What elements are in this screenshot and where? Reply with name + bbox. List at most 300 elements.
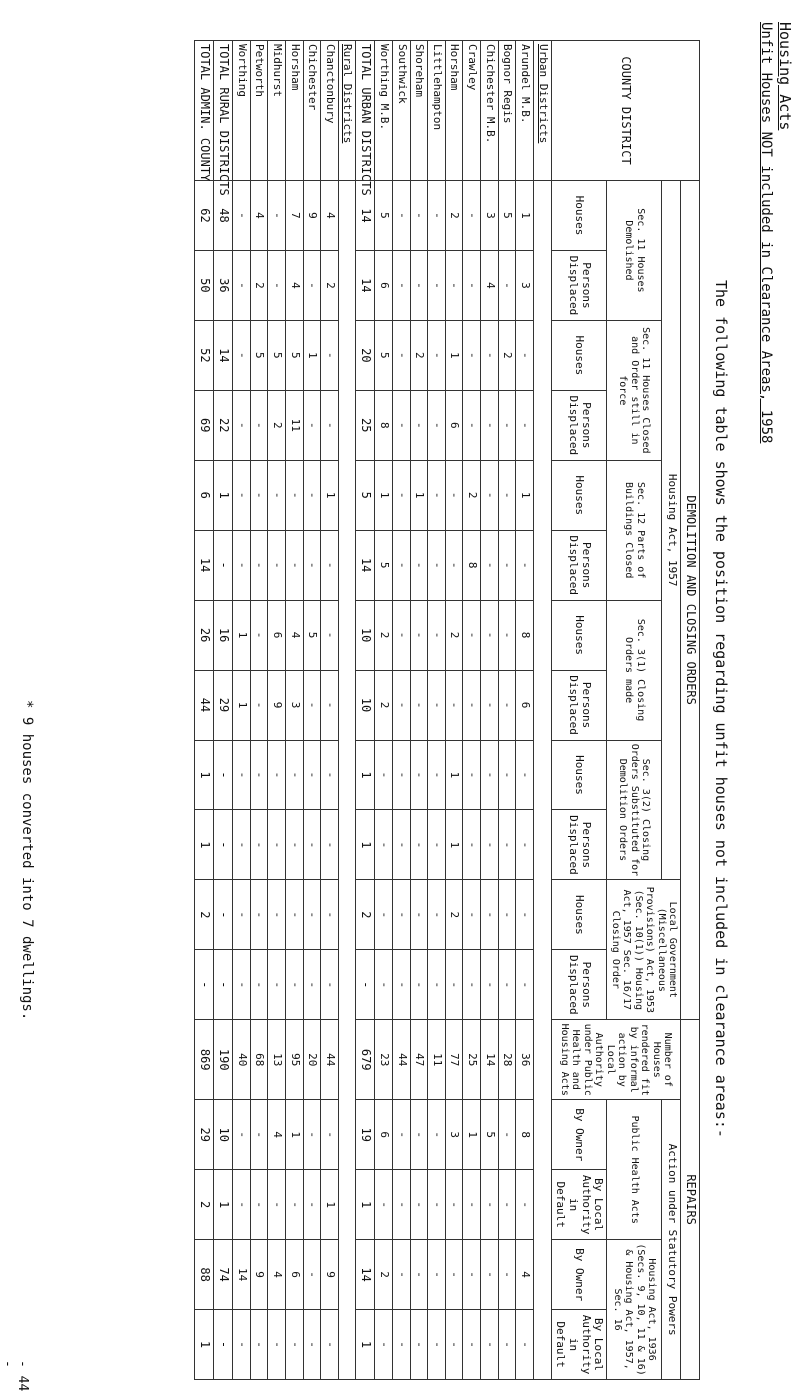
col-by-owner: By Owner bbox=[551, 1240, 607, 1310]
table-cell: - bbox=[285, 530, 303, 600]
col-sec12: Sec. 12 Parts of Buildings Closed bbox=[607, 460, 662, 600]
table-cell: - bbox=[516, 950, 534, 1020]
table-cell: 4 bbox=[321, 181, 339, 251]
section-spacer bbox=[338, 181, 356, 1380]
table-cell: 25 bbox=[463, 1020, 481, 1100]
table-cell: - bbox=[285, 740, 303, 810]
table-cell: - bbox=[463, 250, 481, 320]
table-cell: 1 bbox=[321, 1170, 339, 1240]
table-cell: 1 bbox=[195, 740, 214, 810]
table-cell: - bbox=[428, 181, 446, 251]
table-cell: - bbox=[321, 670, 339, 740]
table-cell: 4 bbox=[285, 600, 303, 670]
table-cell: - bbox=[303, 1100, 321, 1170]
district-name: Chichester M.B. bbox=[481, 41, 499, 181]
table-cell: 36 bbox=[516, 1020, 534, 1100]
table-cell: - bbox=[481, 600, 499, 670]
table-cell: 4 bbox=[268, 1100, 286, 1170]
table-cell: - bbox=[463, 740, 481, 810]
table-cell: - bbox=[268, 530, 286, 600]
table-cell: - bbox=[303, 670, 321, 740]
table-cell: 11 bbox=[285, 390, 303, 460]
table-cell: 5 bbox=[481, 1100, 499, 1170]
table-cell: - bbox=[285, 1170, 303, 1240]
table-cell: - bbox=[392, 1310, 410, 1380]
table-cell: 9 bbox=[268, 670, 286, 740]
table-cell: 6 bbox=[445, 390, 463, 460]
table-cell: - bbox=[410, 740, 428, 810]
table-cell: 3 bbox=[445, 1100, 463, 1170]
col-houses: Houses bbox=[551, 460, 607, 530]
table-cell: - bbox=[321, 810, 339, 880]
table-cell: - bbox=[481, 1310, 499, 1380]
table-cell: - bbox=[410, 250, 428, 320]
table-row bbox=[516, 41, 534, 1380]
table-cell: 2 bbox=[195, 1170, 214, 1240]
table-cell: - bbox=[268, 181, 286, 251]
table-cell: - bbox=[463, 950, 481, 1020]
table-cell: 2 bbox=[195, 880, 214, 950]
col-houses: Houses bbox=[551, 740, 607, 810]
table-cell: 2 bbox=[375, 670, 393, 740]
table-cell: - bbox=[498, 530, 516, 600]
table-cell: - bbox=[250, 1100, 268, 1170]
table-cell: - bbox=[410, 670, 428, 740]
table-cell: - bbox=[375, 1310, 393, 1380]
table-cell: - bbox=[250, 600, 268, 670]
table-cell: - bbox=[392, 1100, 410, 1170]
table-cell: - bbox=[232, 250, 250, 320]
table-cell: - bbox=[392, 250, 410, 320]
table-cell: - bbox=[232, 740, 250, 810]
table-cell: 4 bbox=[481, 250, 499, 320]
table-cell: - bbox=[498, 390, 516, 460]
table-cell: 62 bbox=[195, 181, 214, 251]
table-cell: - bbox=[498, 600, 516, 670]
table-cell: - bbox=[392, 460, 410, 530]
col-persons: Persons Displaced bbox=[551, 670, 607, 740]
table-cell: - bbox=[375, 1170, 393, 1240]
table-cell: - bbox=[392, 1170, 410, 1240]
table-cell: 6 bbox=[516, 670, 534, 740]
table-cell: 2 bbox=[250, 250, 268, 320]
table-cell: 2 bbox=[356, 880, 375, 950]
table-cell: - bbox=[392, 670, 410, 740]
district-name: Worthing bbox=[232, 41, 250, 181]
table-cell: 52 bbox=[195, 320, 214, 390]
table-cell: 29 bbox=[214, 670, 233, 740]
table-cell: - bbox=[445, 1310, 463, 1380]
table-cell: 14 bbox=[356, 250, 375, 320]
table-cell: - bbox=[375, 950, 393, 1020]
table-cell: - bbox=[375, 810, 393, 880]
table-cell: - bbox=[303, 740, 321, 810]
table-cell: 1 bbox=[463, 1100, 481, 1170]
table-cell: - bbox=[321, 740, 339, 810]
table-cell: - bbox=[428, 1100, 446, 1170]
table-cell: - bbox=[321, 1310, 339, 1380]
table-cell: 9 bbox=[250, 1240, 268, 1310]
table-cell: - bbox=[463, 1310, 481, 1380]
col-houses: Houses bbox=[551, 181, 607, 251]
table-cell: - bbox=[214, 950, 233, 1020]
table-cell: - bbox=[214, 530, 233, 600]
table-cell: 2 bbox=[410, 320, 428, 390]
footnote: * 9 houses converted into 7 dwellings. bbox=[19, 700, 35, 1021]
table-cell: 10 bbox=[356, 670, 375, 740]
table-cell: 1 bbox=[195, 810, 214, 880]
table-cell: 679 bbox=[356, 1020, 375, 1100]
table-cell: - bbox=[410, 181, 428, 251]
table-row bbox=[285, 41, 303, 1380]
table-cell: - bbox=[410, 1310, 428, 1380]
table-cell: - bbox=[516, 390, 534, 460]
table-cell: - bbox=[516, 880, 534, 950]
table-cell: - bbox=[250, 1310, 268, 1380]
table-row bbox=[250, 41, 268, 1380]
district-name: Horsham bbox=[445, 41, 463, 181]
table-cell: 88 bbox=[195, 1240, 214, 1310]
table-cell: - bbox=[428, 250, 446, 320]
table-cell: - bbox=[410, 950, 428, 1020]
table-cell: - bbox=[428, 670, 446, 740]
table-cell: 1 bbox=[445, 320, 463, 390]
col-persons: Persons Displaced bbox=[551, 390, 607, 460]
table-cell: 1 bbox=[375, 460, 393, 530]
table-cell: 2 bbox=[463, 460, 481, 530]
table-cell: 1 bbox=[195, 1310, 214, 1380]
table-row bbox=[392, 41, 410, 1380]
table-cell: 6 bbox=[268, 600, 286, 670]
table-cell: - bbox=[214, 740, 233, 810]
table-cell: - bbox=[392, 530, 410, 600]
table-cell: - bbox=[481, 670, 499, 740]
table-cell: - bbox=[498, 1170, 516, 1240]
table-cell: - bbox=[321, 950, 339, 1020]
district-name: Worthing M.B. bbox=[375, 41, 393, 181]
table-cell: 1 bbox=[410, 460, 428, 530]
table-cell: - bbox=[481, 1240, 499, 1310]
section-spacer bbox=[534, 181, 552, 1380]
table-cell: - bbox=[250, 460, 268, 530]
table-cell: 10 bbox=[356, 600, 375, 670]
table-cell: - bbox=[232, 950, 250, 1020]
table-cell: - bbox=[285, 1310, 303, 1380]
table-cell: 5 bbox=[375, 530, 393, 600]
total-row bbox=[356, 41, 375, 1380]
table-cell: 36 bbox=[214, 250, 233, 320]
table-cell: 8 bbox=[516, 600, 534, 670]
col-local-gov: Local Government (Miscellaneous Provisions) Act, 1953 (Sec. 10(1)) Housing Act, 1957 Sec. 16/17 Closing Order bbox=[607, 880, 681, 1020]
table-cell: - bbox=[232, 320, 250, 390]
table-cell: - bbox=[498, 670, 516, 740]
col-by-owner: By Owner bbox=[551, 1100, 607, 1170]
table-cell: 2 bbox=[445, 181, 463, 251]
table-cell: - bbox=[303, 460, 321, 530]
table-cell: 4 bbox=[268, 1240, 286, 1310]
table-cell: - bbox=[392, 320, 410, 390]
table-cell: 8 bbox=[375, 390, 393, 460]
table-cell: 44 bbox=[195, 670, 214, 740]
table-cell: - bbox=[321, 600, 339, 670]
table-cell: - bbox=[498, 1100, 516, 1170]
table-cell: - bbox=[285, 460, 303, 530]
table-cell: - bbox=[303, 390, 321, 460]
table-cell: 47 bbox=[410, 1020, 428, 1100]
table-cell: 4 bbox=[250, 181, 268, 251]
col-public-health: Public Health Acts bbox=[607, 1100, 662, 1240]
table-cell: 1 bbox=[232, 670, 250, 740]
table-cell: 4 bbox=[285, 250, 303, 320]
header-title: Housing Acts bbox=[776, 22, 794, 131]
district-name: Chanctonbury bbox=[321, 41, 339, 181]
table-cell: - bbox=[463, 390, 481, 460]
table-cell: - bbox=[428, 1240, 446, 1310]
table-cell: - bbox=[250, 810, 268, 880]
table-cell: - bbox=[410, 390, 428, 460]
table-cell: 5 bbox=[285, 320, 303, 390]
table-cell: - bbox=[250, 1170, 268, 1240]
table-cell: 5 bbox=[498, 181, 516, 251]
table-cell: - bbox=[232, 1170, 250, 1240]
table-cell: - bbox=[268, 740, 286, 810]
table-cell: 5 bbox=[303, 600, 321, 670]
table-cell: - bbox=[498, 950, 516, 1020]
total-row bbox=[195, 41, 214, 1380]
table-cell: 1 bbox=[214, 1170, 233, 1240]
table-cell: - bbox=[250, 950, 268, 1020]
table-cell: - bbox=[232, 530, 250, 600]
table-cell: 11 bbox=[428, 1020, 446, 1100]
table-cell: - bbox=[303, 530, 321, 600]
table-cell: - bbox=[375, 740, 393, 810]
table-cell: - bbox=[445, 670, 463, 740]
table-cell: 9 bbox=[321, 1240, 339, 1310]
table-cell: 1 bbox=[303, 320, 321, 390]
table-cell: - bbox=[268, 1310, 286, 1380]
table-cell: 6 bbox=[375, 250, 393, 320]
table-cell: - bbox=[268, 950, 286, 1020]
col-sec11-dem: Sec. 11 Houses Demolished bbox=[607, 181, 662, 321]
col-statutory: Action under Statutory Powers bbox=[662, 1100, 681, 1380]
table-cell: - bbox=[428, 460, 446, 530]
table-cell: 22 bbox=[214, 390, 233, 460]
table-cell: - bbox=[268, 810, 286, 880]
table-cell: 14 bbox=[232, 1240, 250, 1310]
total-row bbox=[214, 41, 233, 1380]
table-cell: - bbox=[321, 390, 339, 460]
table-cell: 14 bbox=[356, 530, 375, 600]
col-houses: Houses bbox=[551, 880, 607, 950]
table-cell: - bbox=[428, 810, 446, 880]
col-by-la: By Local Authority in Default bbox=[551, 1310, 607, 1380]
district-name: Arundel M.B. bbox=[516, 41, 534, 181]
intro-text: The following table shows the position regarding unfit houses not included in clearance areas:- bbox=[712, 280, 730, 1138]
district-name: Shoreham bbox=[410, 41, 428, 181]
table-cell: - bbox=[232, 181, 250, 251]
table-cell: - bbox=[392, 880, 410, 950]
table-cell: 5 bbox=[375, 181, 393, 251]
table-cell: 1 bbox=[445, 810, 463, 880]
table-cell: - bbox=[303, 1170, 321, 1240]
table-cell: - bbox=[498, 880, 516, 950]
table-cell: 14 bbox=[356, 1240, 375, 1310]
table-cell: 8 bbox=[516, 1100, 534, 1170]
table-cell: - bbox=[428, 530, 446, 600]
district-name: TOTAL URBAN DISTRICTS bbox=[356, 41, 375, 181]
table-cell: - bbox=[481, 740, 499, 810]
district-name: Petworth bbox=[250, 41, 268, 181]
table-cell: - bbox=[250, 390, 268, 460]
table-cell: - bbox=[445, 1240, 463, 1310]
district-name: Midhurst bbox=[268, 41, 286, 181]
table-cell: - bbox=[392, 390, 410, 460]
table-cell: - bbox=[250, 880, 268, 950]
table-cell: - bbox=[392, 950, 410, 1020]
table-cell: 1 bbox=[214, 460, 233, 530]
table-cell: 14 bbox=[481, 1020, 499, 1100]
table-cell: - bbox=[445, 1170, 463, 1240]
table-cell: 20 bbox=[356, 320, 375, 390]
table-cell: - bbox=[516, 530, 534, 600]
table-cell: - bbox=[428, 880, 446, 950]
table-cell: - bbox=[232, 460, 250, 530]
table-cell: 8 bbox=[463, 530, 481, 600]
table-cell: 77 bbox=[445, 1020, 463, 1100]
table-cell: - bbox=[516, 810, 534, 880]
table-cell: 69 bbox=[195, 390, 214, 460]
table-cell: - bbox=[428, 950, 446, 1020]
table-cell: 40 bbox=[232, 1020, 250, 1100]
table-cell: - bbox=[303, 1240, 321, 1310]
table-row bbox=[321, 41, 339, 1380]
table-cell: 6 bbox=[195, 460, 214, 530]
header-subtitle: Unfit Houses NOT included in Clearance Areas, 1958 bbox=[758, 22, 774, 444]
table-cell: - bbox=[498, 1240, 516, 1310]
table-cell: - bbox=[321, 530, 339, 600]
table-cell: 6 bbox=[375, 1100, 393, 1170]
table-cell: - bbox=[321, 320, 339, 390]
table-cell: - bbox=[285, 810, 303, 880]
table-cell: - bbox=[463, 810, 481, 880]
table-cell: - bbox=[481, 810, 499, 880]
table-cell: - bbox=[303, 1310, 321, 1380]
table-cell: 1 bbox=[445, 740, 463, 810]
section-urban: Urban Districts bbox=[534, 41, 552, 181]
table-cell: - bbox=[463, 320, 481, 390]
table-cell: 1 bbox=[516, 460, 534, 530]
table-cell: - bbox=[303, 950, 321, 1020]
table-cell: - bbox=[356, 950, 375, 1020]
table-cell: 1 bbox=[516, 181, 534, 251]
col-county-district: COUNTY DISTRICT bbox=[551, 41, 699, 181]
table-row bbox=[498, 41, 516, 1380]
table-cell: - bbox=[232, 390, 250, 460]
table-cell: - bbox=[428, 390, 446, 460]
table-cell: 1 bbox=[321, 460, 339, 530]
table-cell: - bbox=[268, 880, 286, 950]
table-row bbox=[428, 41, 446, 1380]
table-cell: - bbox=[410, 530, 428, 600]
table-cell: 13 bbox=[268, 1020, 286, 1100]
table-row bbox=[303, 41, 321, 1380]
table-cell: - bbox=[303, 250, 321, 320]
table-cell: 2 bbox=[498, 320, 516, 390]
col-persons: Persons Displaced bbox=[551, 810, 607, 880]
table-cell: - bbox=[392, 810, 410, 880]
table-cell: - bbox=[268, 1170, 286, 1240]
table-cell: 3 bbox=[285, 670, 303, 740]
table-cell: - bbox=[392, 600, 410, 670]
table-cell: - bbox=[392, 181, 410, 251]
table-cell: - bbox=[428, 320, 446, 390]
table-cell: - bbox=[428, 1310, 446, 1380]
table-cell: 20 bbox=[303, 1020, 321, 1100]
col-demolition: DEMOLITION AND CLOSING ORDERS bbox=[681, 181, 700, 1020]
table-cell: - bbox=[250, 530, 268, 600]
district-name: Horsham bbox=[285, 41, 303, 181]
table-cell: - bbox=[195, 950, 214, 1020]
col-houses: Houses bbox=[551, 320, 607, 390]
table-cell: - bbox=[285, 880, 303, 950]
table-cell: - bbox=[481, 320, 499, 390]
page-number: - 44 - bbox=[0, 1360, 30, 1392]
table-cell: 2 bbox=[375, 1240, 393, 1310]
table-cell: - bbox=[481, 530, 499, 600]
table-cell: - bbox=[410, 1240, 428, 1310]
section-label: Rural Districts bbox=[338, 41, 356, 181]
table-cell: 19 bbox=[356, 1100, 375, 1170]
table-cell: - bbox=[445, 460, 463, 530]
table-cell: - bbox=[410, 1100, 428, 1170]
table-cell: - bbox=[410, 880, 428, 950]
table-cell: - bbox=[498, 460, 516, 530]
table-cell: 9 bbox=[303, 181, 321, 251]
unfit-houses-table bbox=[194, 40, 700, 1380]
table-cell: - bbox=[268, 460, 286, 530]
table-row bbox=[375, 41, 393, 1380]
table-cell: - bbox=[516, 1310, 534, 1380]
district-name: TOTAL RURAL DISTRICTS bbox=[214, 41, 233, 181]
table-cell: - bbox=[516, 1170, 534, 1240]
table-row bbox=[481, 41, 499, 1380]
table-cell: 2 bbox=[268, 390, 286, 460]
table-cell: 44 bbox=[392, 1020, 410, 1100]
col-informal: Number of Houses rendered fit by informal action by Local Authority under Public Health and Housing Acts bbox=[551, 1020, 681, 1100]
table-cell: 10 bbox=[214, 1100, 233, 1170]
district-name: Crawley bbox=[463, 41, 481, 181]
table-cell: - bbox=[516, 740, 534, 810]
table-cell: - bbox=[498, 250, 516, 320]
district-name: Chichester bbox=[303, 41, 321, 181]
table-cell: 44 bbox=[321, 1020, 339, 1100]
table-row bbox=[410, 41, 428, 1380]
district-name: TOTAL ADMIN. COUNTY bbox=[195, 41, 214, 181]
table-cell: - bbox=[463, 1240, 481, 1310]
district-name: Southwick bbox=[392, 41, 410, 181]
table-cell: - bbox=[214, 880, 233, 950]
table-row bbox=[268, 41, 286, 1380]
table-cell: - bbox=[303, 880, 321, 950]
table-cell: 95 bbox=[285, 1020, 303, 1100]
table-cell: - bbox=[214, 810, 233, 880]
table-cell: 1 bbox=[232, 600, 250, 670]
table-cell: 50 bbox=[195, 250, 214, 320]
table-cell: 74 bbox=[214, 1240, 233, 1310]
table-cell: - bbox=[481, 880, 499, 950]
table-cell: - bbox=[321, 880, 339, 950]
table-cell: 1 bbox=[356, 740, 375, 810]
